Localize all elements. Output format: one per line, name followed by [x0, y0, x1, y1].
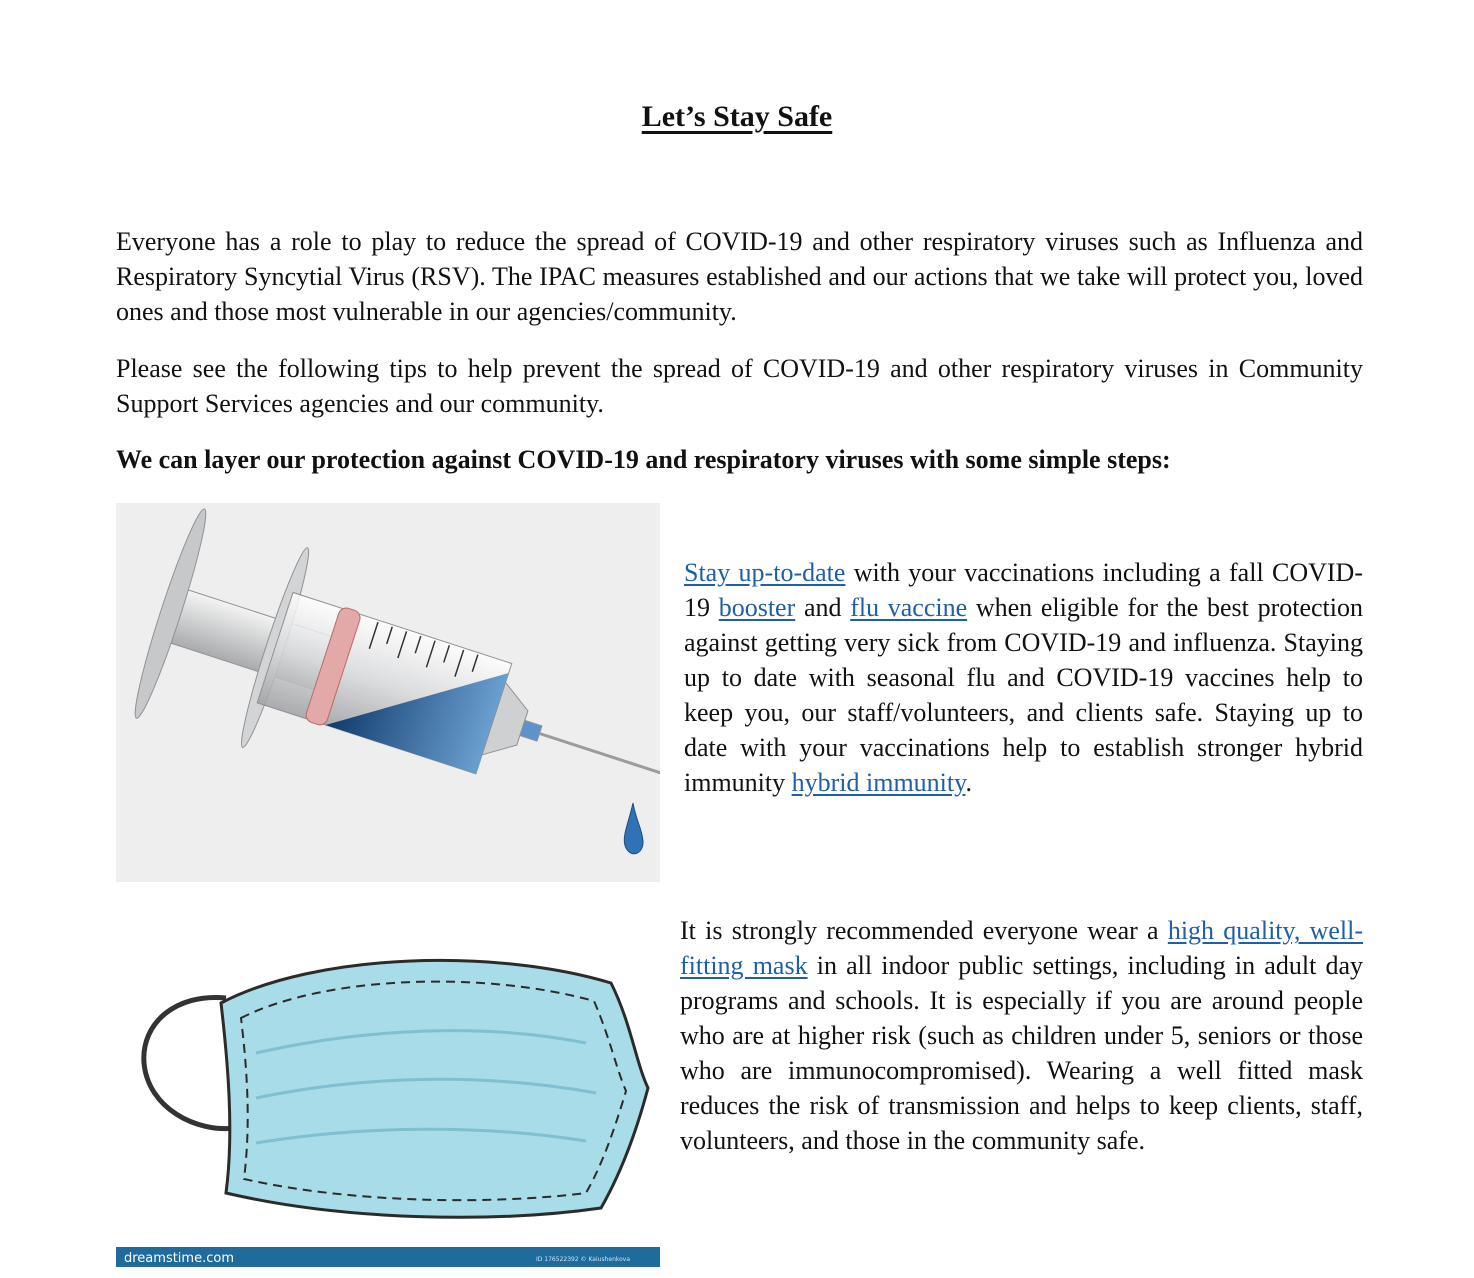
vaccination-text-2: and: [795, 593, 851, 622]
mask-link[interactable]: high quality, well-fitting mask: [680, 916, 1364, 980]
vaccination-text-1: with your vaccinations including a fall COVID-19: [684, 558, 1363, 622]
protection-heading: We can layer our protection against COVID-19 and respiratory viruses with some simple steps:: [116, 445, 1171, 474]
vaccination-text-4: .: [965, 768, 972, 797]
masking-paragraph: [680, 913, 1363, 1158]
masking-text-2: in all indoor public settings, including in adult day programs and schools. It is especially if you are around people who are at higher risk (such as children under 5, seniors or those who are immunocompromised). Wearing a well fitted mask reduces the risk of transmission and helps to keep clients, staff, volunteers, and those in the community safe.: [680, 951, 1363, 1155]
mask-image-id: ID 176522392 © Kaiushenkova: [536, 1256, 631, 1263]
masking-text-1: It is strongly recommended everyone wear a: [680, 916, 1168, 945]
tips-paragraph: Please see the following tips to help prevent the spread of COVID-19 and other respiratory viruses in Community Support Services agencies and our community.: [116, 354, 1363, 418]
booster-link[interactable]: booster: [718, 593, 796, 622]
vaccination-paragraph: [684, 555, 1363, 800]
intro-paragraph: Everyone has a role to play to reduce the spread of COVID-19 and other respiratory viruses such as Influenza and Respiratory Syncytial Virus (RSV). The IPAC measures established and our actions that we take will protect you, loved ones and those most vulnerable in our agencies/community.: [116, 227, 1363, 326]
flu-vaccine-link[interactable]: flu vaccine: [850, 593, 968, 622]
vaccination-text-3: when eligible for the best protection against getting very sick from COVID-19 and influenza. Staying up to date with seasonal flu and COVID-19 vaccines help to keep you, our staff/volunteers, and clients safe. Staying up to date with your vaccinations help to establish stronger hybrid immunity: [684, 593, 1363, 797]
mask-image: [116, 903, 660, 1267]
page-title: Let’s Stay Safe: [641, 100, 833, 133]
syringe-image: [116, 503, 660, 882]
stay-up-to-date-link[interactable]: Stay up-to-date: [684, 558, 846, 587]
mask-watermark: dreamstime.com: [124, 1251, 234, 1266]
hybrid-immunity-link[interactable]: hybrid immunity: [791, 768, 966, 797]
